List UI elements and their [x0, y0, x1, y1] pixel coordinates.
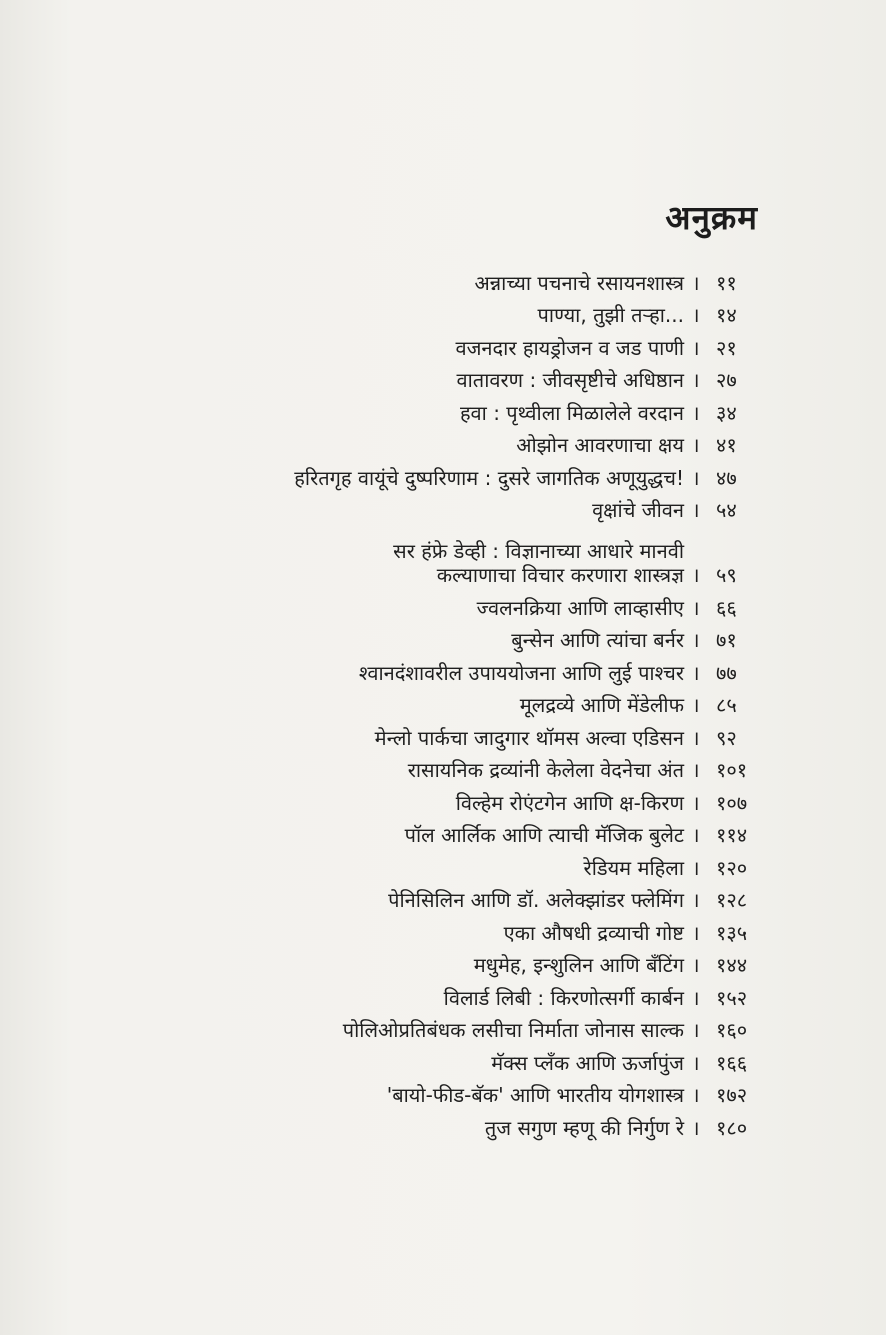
toc-entry-title: मेन्लो पार्कचा जादुगार थॉमस अल्वा एडिसन	[374, 725, 684, 750]
toc-separator: ।	[692, 855, 700, 880]
toc-entry-page: ५९	[716, 563, 737, 587]
toc-entry-page: ७७	[716, 660, 737, 685]
toc-separator: ।	[692, 1018, 700, 1042]
toc-entry-page: ८५	[716, 693, 737, 717]
toc-entry	[0, 1014, 886, 1047]
toc-entry-title: वजनदार हायड्रोजन व जड पाणी	[455, 335, 684, 360]
page-title: अनुक्रम	[665, 198, 758, 237]
toc-separator: ।	[692, 985, 700, 1010]
toc-entry-title: वातावरण : जीवसृष्टीचे अधिष्ठान	[456, 368, 684, 392]
table-of-contents	[0, 266, 886, 1144]
toc-entry-page: १०१	[716, 758, 748, 782]
toc-separator: ।	[692, 888, 700, 912]
toc-entry	[0, 851, 886, 884]
toc-entry-page: १२०	[716, 855, 748, 880]
toc-entry-page: १६६	[716, 1050, 748, 1075]
toc-entry-title: 'बायो-फीड-बॅक' आणि भारतीय योगशास्त्र	[386, 1083, 684, 1107]
toc-entry-title: अन्नाच्या पचनाचे रसायनशास्त्र	[474, 270, 684, 295]
toc-entry-page: ११४	[716, 823, 748, 847]
toc-entry-title	[393, 539, 684, 587]
toc-entry	[0, 299, 886, 332]
toc-separator: ।	[692, 270, 700, 295]
toc-entry	[0, 916, 886, 949]
toc-entry	[0, 1079, 886, 1112]
toc-entry-title: रासायनिक द्रव्यांनी केलेला वेदनेचा अंत	[407, 758, 684, 782]
toc-entry	[0, 786, 886, 819]
toc-entry-title: श्वानदंशावरील उपाययोजना आणि लुई पाश्चर	[358, 660, 684, 685]
toc-entry-page: १०७	[716, 790, 748, 815]
toc-separator: ।	[692, 1050, 700, 1075]
toc-separator: ।	[692, 790, 700, 815]
toc-entry	[0, 884, 886, 917]
toc-entry	[0, 364, 886, 397]
toc-entry-title: हवा : पृथ्वीला मिळालेले वरदान	[459, 400, 684, 425]
toc-separator: ।	[692, 660, 700, 685]
toc-entry-page: १७२	[716, 1083, 748, 1107]
toc-entry-page: १४	[716, 303, 737, 327]
toc-separator: ।	[692, 595, 700, 620]
toc-separator: ।	[692, 465, 700, 490]
toc-entry-page: ३४	[716, 400, 737, 425]
toc-entry	[0, 624, 886, 657]
toc-separator: ।	[692, 725, 700, 750]
toc-entry	[0, 331, 886, 364]
toc-entry	[0, 949, 886, 982]
toc-separator: ।	[692, 303, 700, 327]
toc-entry-title-line2: कल्याणाचा विचार करणारा शास्त्रज्ञ	[436, 563, 684, 587]
toc-separator: ।	[692, 953, 700, 977]
toc-entry-page: १६०	[716, 1018, 748, 1042]
toc-entry-page: ४१	[716, 433, 737, 457]
toc-entry-title: मॅक्स प्लॅंक आणि ऊर्जापुंज	[491, 1050, 684, 1075]
toc-separator: ।	[692, 1083, 700, 1107]
toc-entry-title: मूलद्रव्ये आणि मेंडेलीफ	[519, 693, 684, 717]
toc-entry-title: पेनिसिलिन आणि डॉ. अलेक्झांडर फ्लेमिंग	[388, 888, 684, 912]
toc-entry-title: बुन्सेन आणि त्यांचा बर्नर	[511, 628, 684, 652]
toc-separator: ।	[692, 433, 700, 457]
toc-entry	[0, 689, 886, 722]
toc-entry-page: ६६	[716, 595, 737, 620]
toc-separator: ।	[692, 400, 700, 425]
toc-separator: ।	[692, 1115, 700, 1140]
toc-entry-page: २७	[716, 368, 737, 392]
toc-entry-page: १५२	[716, 985, 748, 1010]
toc-entry-title: विल्हेम रोएंटगेन आणि क्ष-किरण	[455, 790, 684, 815]
toc-entry	[0, 1046, 886, 1079]
toc-separator: ।	[692, 628, 700, 652]
toc-entry-page: ७१	[716, 628, 737, 652]
toc-separator: ।	[692, 563, 700, 587]
toc-entry	[0, 656, 886, 689]
toc-entry-title-line1: सर हंफ्रे डेव्ही : विज्ञानाच्या आधारे मानवी	[393, 539, 684, 563]
toc-entry-title: ज्वलनक्रिया आणि लाव्हासीए	[476, 595, 684, 620]
toc-separator: ।	[692, 693, 700, 717]
toc-entry	[0, 819, 886, 852]
toc-entry-page: ५४	[716, 498, 737, 522]
toc-entry-title: वृक्षांचे जीवन	[592, 498, 684, 522]
toc-entry-title: पोलिओप्रतिबंधक लसीचा निर्माता जोनास साल्क	[342, 1018, 684, 1042]
toc-entry-title: हरितगृह वायूंचे दुष्परिणाम : दुसरे जागतिक अणूयुद्धच!	[294, 465, 684, 490]
toc-entry	[0, 429, 886, 462]
toc-entry-title: रेडियम महिला	[583, 855, 684, 880]
toc-entry-page: १८०	[716, 1115, 748, 1140]
toc-entry	[0, 494, 886, 527]
toc-entry-title: मधुमेह, इन्शुलिन आणि बॅंटिंग	[473, 953, 684, 977]
toc-entry	[0, 591, 886, 624]
toc-entry	[0, 721, 886, 754]
toc-entry-page: ९२	[716, 725, 737, 750]
toc-entry	[0, 526, 886, 591]
toc-separator: ।	[692, 498, 700, 522]
toc-entry-title: पॉल आर्लिक आणि त्याची मॅजिक बुलेट	[404, 823, 684, 847]
toc-entry-page: ४७	[716, 465, 737, 490]
toc-entry-title: एका औषधी द्रव्याची गोष्ट	[503, 920, 684, 945]
toc-entry	[0, 754, 886, 787]
toc-separator: ।	[692, 368, 700, 392]
toc-entry	[0, 396, 886, 429]
toc-separator: ।	[692, 335, 700, 360]
toc-entry	[0, 981, 886, 1014]
toc-entry	[0, 1111, 886, 1144]
toc-entry	[0, 461, 886, 494]
toc-separator: ।	[692, 823, 700, 847]
toc-entry-page: १४४	[716, 953, 748, 977]
toc-separator: ।	[692, 920, 700, 945]
toc-entry-title: विलार्ड लिबी : किरणोत्सर्गी कार्बन	[443, 985, 684, 1010]
toc-entry-page: ११	[716, 270, 737, 295]
toc-entry	[0, 266, 886, 299]
toc-separator: ।	[692, 758, 700, 782]
toc-entry-page: २१	[716, 335, 737, 360]
toc-entry-page: १२८	[716, 888, 748, 912]
toc-entry-title: ओझोन आवरणाचा क्षय	[516, 433, 684, 457]
toc-entry-page: १३५	[716, 920, 748, 945]
toc-entry-title: तुज सगुण म्हणू की निर्गुण रे	[484, 1115, 684, 1140]
toc-entry-title: पाण्या, तुझी तऱ्हा...	[537, 303, 684, 327]
